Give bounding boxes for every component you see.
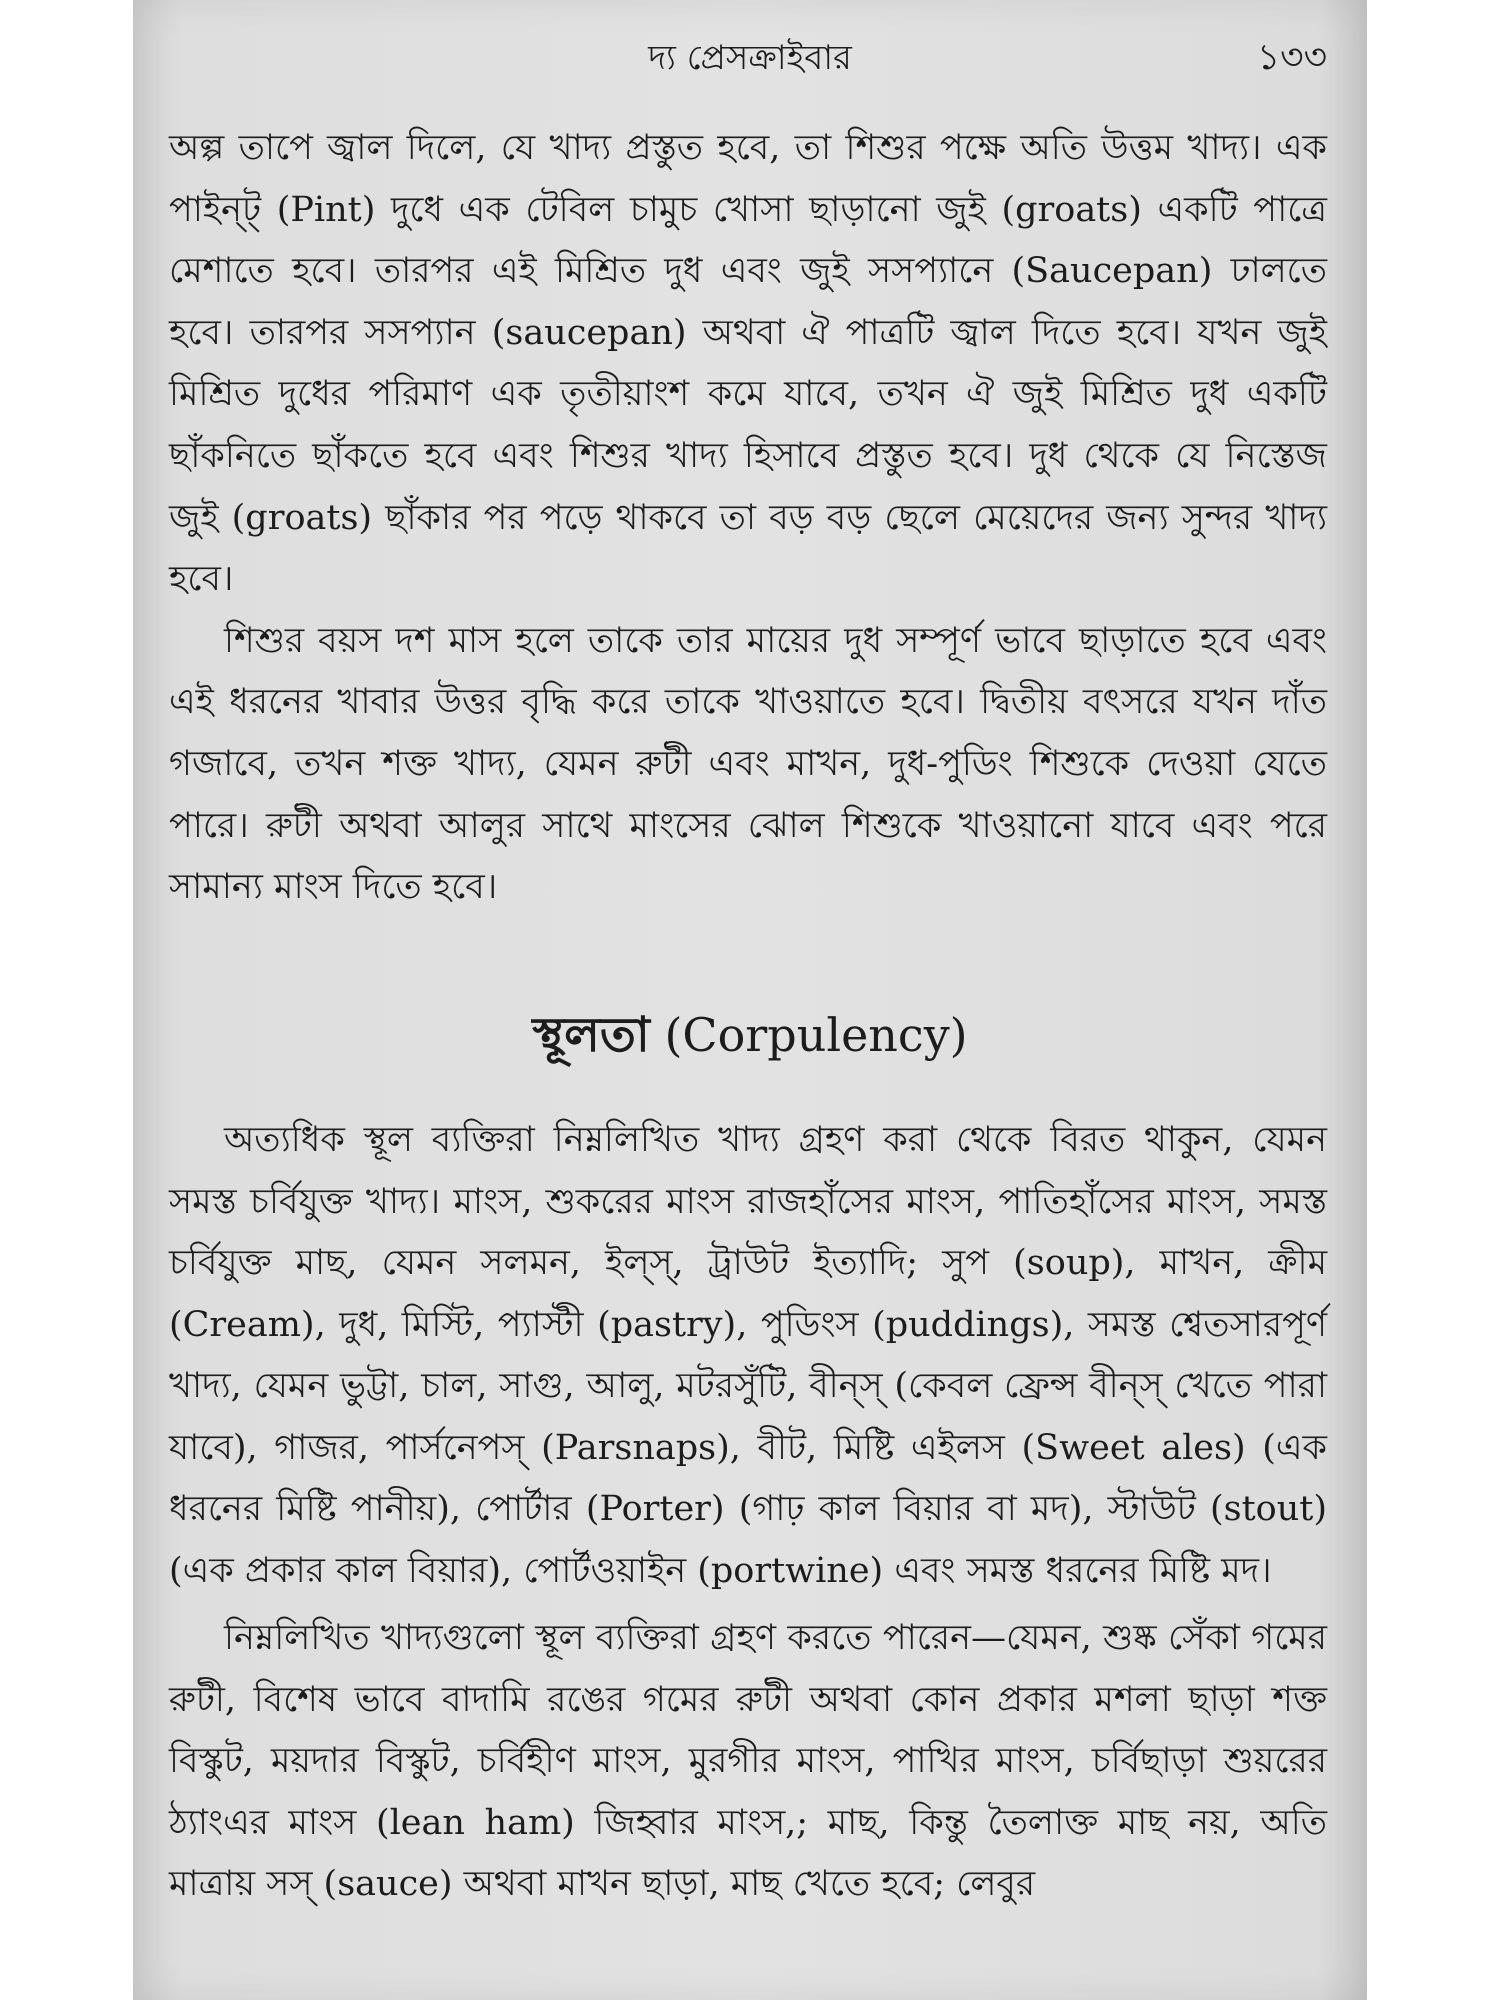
show-through-bleed xyxy=(513,890,1213,980)
section-heading-bengali: স্থূলতা xyxy=(532,1007,650,1063)
running-head: দ্য প্রেসক্রাইবার xyxy=(648,38,852,78)
section-heading xyxy=(133,1000,1367,1070)
body-text-top xyxy=(169,118,1327,919)
paragraph-foods-to-avoid: অত্যধিক স্থূল ব্যক্তিরা নিম্নলিখিত খাদ্য গ্রহণ করা থেকে বিরত থাকুন, যেমন সমস্ত চর্বিযুক্ত খাদ্য। মাংস, শুকরের মাংস রাজহাঁসের মাংস, পাতিহাঁসের মাংস, সমস্ত চর্বিযুক্ত মাছ, যেমন সলমন, ইল্‌স্, ট্রাউট ইত্যাদি; সুপ (soup), মাখন, ক্রীম (Cream), দুধ, মিস্টি, প্যাস্টী (pastry), পুডিংস (puddings), সমস্ত শ্বেতসারপূর্ণ খাদ্য, যেমন ভুট্টা, চাল, সাগু, আলু, মটরসুঁটি, বীন্‌স্ (কেবল ফ্রেন্স বীন্‌স্ খেতে পারা যাবে), গাজর, পার্সনেপস্ (Parsnaps), বীট, মিষ্টি এইলস (Sweet ales) (এক ধরনের মিষ্টি পানীয়), পোর্টার (Porter) (গাঢ় কাল বিয়ার বা মদ), স্টাউট (stout) (এক প্রকার কাল বিয়ার), পোর্টওয়াইন (portwine) এবং সমস্ত ধরনের মিষ্টি মদ। xyxy=(169,1120,1327,1591)
paragraph-groats-recipe: অল্প তাপে জ্বাল দিলে, যে খাদ্য প্রস্তুত হবে, তা শিশুর পক্ষে অতি উত্তম খাদ্য। এক পাইন্ট্ (Pint) দুধে এক টেবিল চামুচ খোসা ছাড়ানো জুই (groats) একটি পাত্রে মেশাতে হবে। তারপর এই মিশ্রিত দুধ এবং জুই সসপ্যানে (Saucepan) ঢালতে হবে। তারপর সসপ্যান (saucepan) অথবা ঐ পাত্রটি জ্বাল দিতে হবে। যখন জুই মিশ্রিত দুধের পরিমাণ এক তৃতীয়াংশ কমে যাবে, তখন ঐ জুই মিশ্রিত দুধ একটি ছাঁকনিতে ছাঁকতে হবে এবং শিশুর খাদ্য হিসাবে প্রস্তুত হবে। দুধ থেকে যে নিস্তেজ জুই (groats) ছাঁকার পর পড়ে থাকবে তা বড় বড় ছেলে মেয়েদের জন্য সুন্দর খাদ্য হবে। xyxy=(169,128,1327,600)
page-number: ১৩৩ xyxy=(1256,37,1327,78)
paragraph-foods-allowed: নিম্নলিখিত খাদ্যগুলো স্থূল ব্যক্তিরা গ্রহণ করতে পারেন—যেমন, শুষ্ক সেঁকা গমের রুটী, বিশেষ ভাবে বাদামি রঙের গমের রুটী অথবা কোন প্রকার মশলা ছাড়া শক্ত বিস্কুট, ময়দার বিস্কুট, চর্বিহীণ মাংস, মুরগীর মাংস, পাখির মাংস, চর্বিছাড়া শুয়রের ঠ্যাংএর মাংস (lean ham) জিহ্বার মাংস,; মাছ, কিন্তু তৈলাক্ত মাছ নয়, অতি মাত্রায় সস্ (sauce) অথবা মাখন ছাড়া, মাছ খেতে হবে; লেবুর xyxy=(169,1618,1327,1904)
book-page xyxy=(133,0,1367,2000)
page-header xyxy=(173,28,1327,88)
section-heading-english: (Corpulency) xyxy=(664,1008,968,1062)
paragraph-weaning: শিশুর বয়স দশ মাস হলে তাকে তার মায়ের দুধ সম্পূর্ণ ভাবে ছাড়াতে হবে এবং এই ধরনের খাবার উত্তর বৃদ্ধি করে তাকে খাওয়াতে হবে। দ্বিতীয় বৎসরে যখন দাঁত গজাবে, তখন শক্ত খাদ্য, যেমন রুটী এবং মাখন, দুধ-পুডিং শিশুকে দেওয়া যেতে পারে। রুটী অথবা আলুর সাথে মাংসের ঝোল শিশুকে খাওয়ানো যাবে এবং পরে সামান্য মাংস দিতে হবে। xyxy=(169,620,1327,908)
body-text-bottom xyxy=(169,1110,1327,1916)
